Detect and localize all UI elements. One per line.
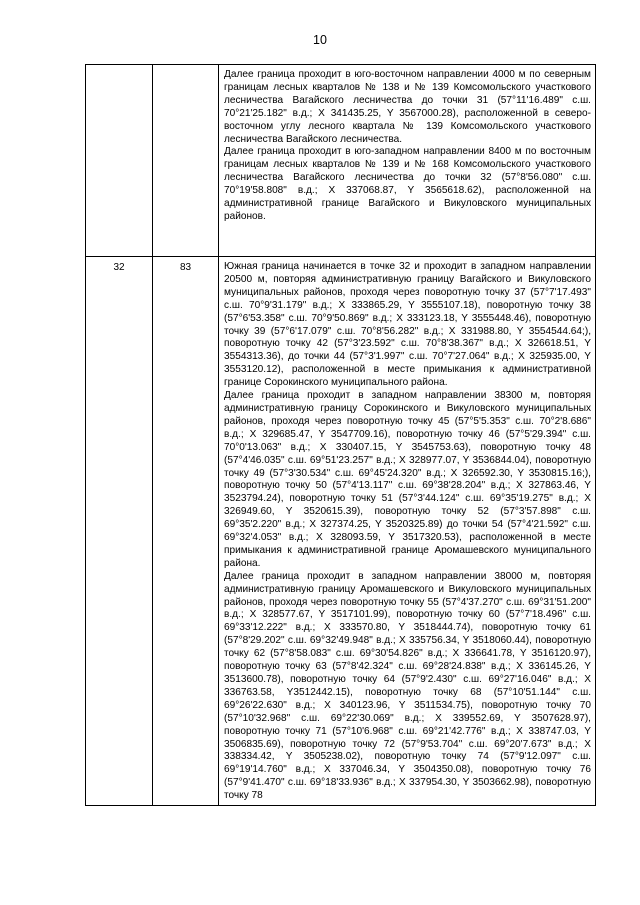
point-number-cell <box>86 65 153 257</box>
description-cell <box>219 257 596 806</box>
description-paragraph: Далее граница проходит в юго-восточном направлении 4000 м по северным границам лесных кварталов № 138 и № 139 Комсомольского участкового лесничества Вагайского лесничества до точки 31 (57°11'16.489" с.ш. 70°21'25.182" в.д.; X 341435.25, Y 3567000.28), расположенной в северо-восточном углу лесного квартала № 139 Комсомольского участкового лесничества Вагайского лесничества. <box>224 69 591 145</box>
description-paragraph: Далее граница проходит в юго-западном направлении 8400 м по восточным границам лесных кварталов № 139 и № 168 Комсомольского участкового лесничества Вагайского лесничества до точки 32 (57°8'56.080" с.ш. 70°19'58.808" в.д.; X 337068.87, Y 3565618.62), расположенной на административной границе Вагайского и Викуловского муниципальных районов. <box>224 146 591 222</box>
table-row <box>86 65 596 257</box>
description-paragraph: Далее граница проходит в западном направлении 38000 м, повторяя административную границу Аромашевского и Викуловского муниципальных районов, проходя через поворотную точку 55 (57°4'37.270" с.ш. 69°31'51.200" в.д.; X 328577.67, Y 3517101.99), поворотную точку 60 (57°7'18.496" с.ш. 69°33'12.222" в.д.; X 333570.80, Y 3518444.74), поворотную точку 61 (57°8'29.202" с.ш. 69°32'49.948" в.д.; X 335756.34, Y 3518060.44), поворотную точку 62 (57°8'58.083" с.ш. 69°30'54.826" в.д.; X 336641.78, Y 3516120.97), поворотную точку 63 (57°8'42.324" с.ш. 69°28'24.838" в.д.; X 336145.26, Y 3513600.78), поворотную точку 64 (57°9'2.430" с.ш. 69°27'16.046" в.д.; X 336763.58, Y3512442.15), поворотную точку 68 (57°10'51.144" с.ш. 69°26'22.630" в.д.; X 340123.96, Y 3511534.75), поворотную точку 70 (57°10'32.968" с.ш. 69°22'30.069" в.д.; X 339552.69, Y 3507628.97), поворотную точку 71 (57°10'6.968" с.ш. 69°21'42.776" в.д.; X 338747.03, Y 3506835.69), поворотную точку 72 (57°9'53.704" с.ш. 69°20'7.673" в.д.; X 338334.42, Y 3505238.02), поворотную точку 74 (57°9'12.097" с.ш. 69°19'14.760" в.д.; X 337046.34, Y 3504350.08), поворотную точку 76 (57°9'41.470" с.ш. 69°18'33.936" в.д.; X 337954.30, Y 3503662.98), поворотную точку 78 <box>224 570 591 802</box>
page-number: 10 <box>313 33 327 47</box>
description-cell <box>219 65 596 257</box>
description-paragraph: Южная граница начинается в точке 32 и проходит в западном направлении 20500 м, повторяя административную границу Вагайского и Викуловского муниципальных районов, проходя через поворотную точку 37 (57°7'17.493" с.ш. 70°9'31.179" в.д.; X 333865.29, Y 3555107.18), поворотную точку 38 (57°6'53.358" с.ш. 70°9'50.869" в.д.; X 333123.18, Y 3555448.46), поворотную точку 39 (57°6'17.079" с.ш. 70°8'56.282" в.д.; X 331988.80, Y 3554544.64;), поворотную точку 42 (57°3'23.592" с.ш. 70°8'38.367" в.д.; X 326618.51, Y 3554313.36), до точки 44 (57°3'1.997" с.ш. 70°7'27.064" в.д.; X 325935.00, Y 3553120.12), расположенной в месте примыкания к административной границе Сорокинского муниципального района. <box>224 261 591 389</box>
point-number-cell: 32 <box>86 257 153 806</box>
boundary-table <box>85 64 596 806</box>
point-count-cell: 83 <box>153 257 219 806</box>
description-paragraph: Далее граница проходит в западном направлении 38300 м, повторяя административную границу Сорокинского и Викуловского муниципальных районов, проходя через поворотную точку 45 (57°5'5.353" с.ш. 70°2'8.686" в.д.; X 329685.47, Y 3547709.16), поворотную точку 46 (57°5'29.394" с.ш. 70°0'13.063" в.д.; X 330407.15, Y 3545753.63), поворотную точку 48 (57°4'46.035" с.ш. 69°51'23.257" в.д.; X 328977.07, Y 3536844.04), поворотную точку 49 (57°3'30.534" с.ш. 69°45'24.320" в.д.; X 326592.30, Y 3530815.16;), поворотную точку 50 (57°4'13.117" с.ш. 69°38'28.204" в.д.; X 327863.46, Y 3523794.24), поворотную точку 51 (57°3'44.124" с.ш. 69°35'19.275" в.д.; X 326949.60, Y 3520615.39), поворотную точку 52 (57°3'57.898" с.ш. 69°35'2.220" в.д.; X 327374.25, Y 3520325.89) до точки 54 (57°4'21.592" с.ш. 69°32'4.053" в.д.; X 328093.59, Y 3517320.53), расположенной в месте примыкания к административной границе Аромашевского муниципального района. <box>224 390 591 569</box>
point-count-cell <box>153 65 219 257</box>
table-row <box>86 257 596 806</box>
